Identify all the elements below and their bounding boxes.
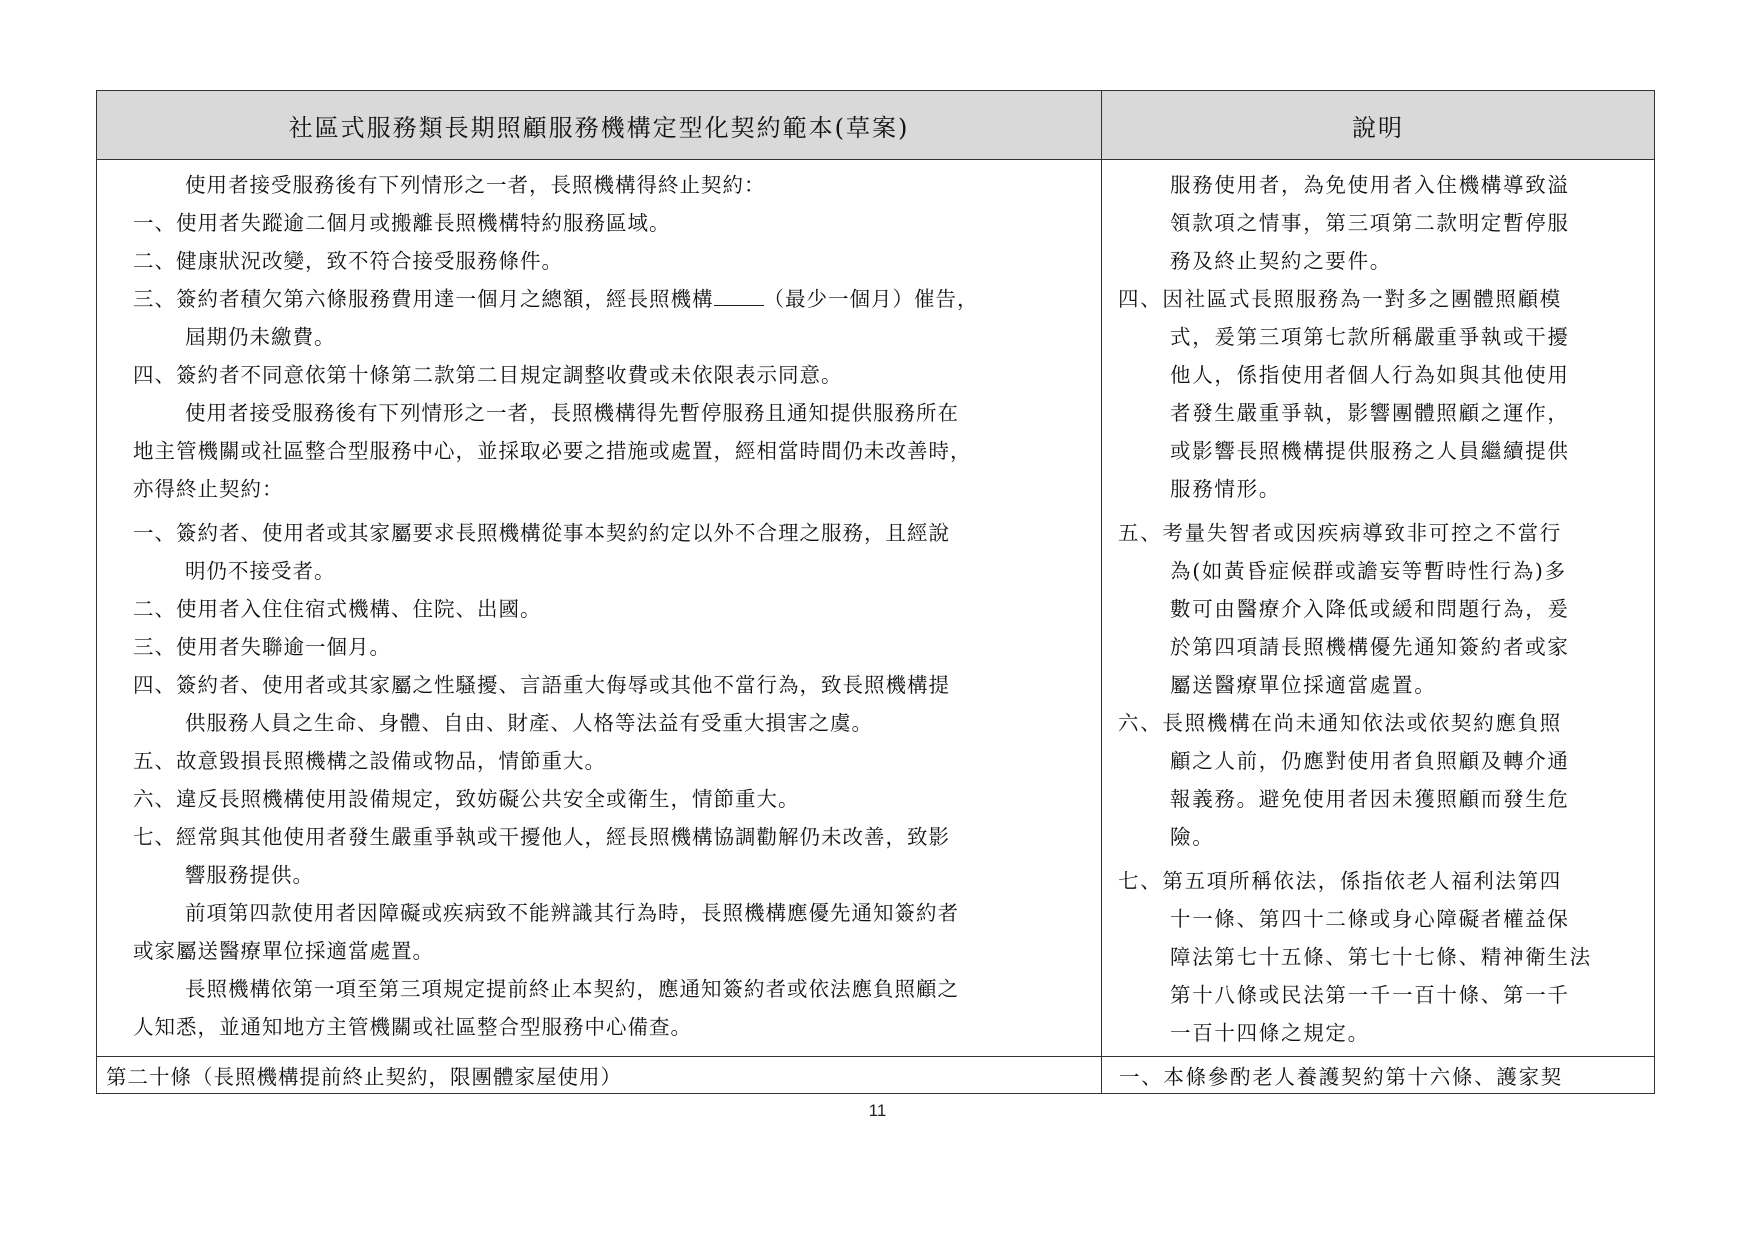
paragraph-intro: 使用者接受服務後有下列情形之一者，長照機構得終止契約： xyxy=(185,173,766,197)
explanation-line: 式，爰第三項第七款所稱嚴重爭執或干擾 xyxy=(1170,325,1570,349)
list-item: 四、簽約者、使用者或其家屬之性騷擾、言語重大侮辱或其他不當行為，致長照機構提 xyxy=(133,673,950,697)
explanation-line: 障法第七十五條、第七十七條、精神衛生法 xyxy=(1170,945,1592,969)
paragraph-line: 或家屬送醫療單位採適當處置。 xyxy=(133,939,434,963)
fill-in-blank xyxy=(714,285,764,306)
explanation-line: 領款項之情事，第三項第二款明定暫停服 xyxy=(1170,211,1570,235)
contract-text-cell xyxy=(97,160,1102,1057)
explanation-line: 他人，係指使用者個人行為如與其他使用 xyxy=(1170,363,1570,387)
explanation-text-cell xyxy=(1102,160,1655,1057)
explanation-line: 險。 xyxy=(1170,825,1215,849)
article-explanation-cell xyxy=(1102,1057,1655,1094)
article-title: 第二十條（長照機構提前終止契約，限團體家屋使用） xyxy=(106,1065,622,1089)
list-item-text: 三、簽約者積欠第六條服務費用達一個月之總額，經長照機構 xyxy=(133,287,714,311)
paragraph-line: 前項第四款使用者因障礙或疾病致不能辨識其行為時，長照機構應優先通知簽約者 xyxy=(185,901,959,925)
explanation-line: 一百十四條之規定。 xyxy=(1170,1021,1370,1045)
explanation-line: 數可由醫療介入降低或緩和問題行為，爰 xyxy=(1170,597,1570,621)
explanation-line: 者發生嚴重爭執，影響團體照顧之運作， xyxy=(1170,401,1570,425)
list-item: 七、經常與其他使用者發生嚴重爭執或干擾他人，經長照機構協調勸解仍未改善，致影 xyxy=(133,825,950,849)
paragraph-line: 亦得終止契約： xyxy=(133,477,284,501)
list-item: 一、使用者失蹤逾二個月或搬離長照機構特約服務區域。 xyxy=(133,211,671,235)
paragraph-line: 使用者接受服務後有下列情形之一者，長照機構得先暫停服務且通知提供服務所在 xyxy=(185,401,959,425)
explanation-line: 四、因社區式長照服務為一對多之團體照顧模 xyxy=(1118,287,1562,311)
list-item: 六、違反長照機構使用設備規定，致妨礙公共安全或衛生，情節重大。 xyxy=(133,787,800,811)
list-item: 四、簽約者不同意依第十條第二款第二目規定調整收費或未依限表示同意。 xyxy=(133,363,843,387)
article-explanation-start: 一、本條參酌老人養護契約第十六條、護家契 xyxy=(1119,1065,1563,1089)
explanation-line: 十一條、第四十二條或身心障礙者權益保 xyxy=(1170,907,1570,931)
list-item: 二、健康狀況改變，致不符合接受服務條件。 xyxy=(133,249,563,273)
explanation-line: 第十八條或民法第一千一百十條、第一千 xyxy=(1170,983,1570,1007)
explanation-line: 屬送醫療單位採適當處置。 xyxy=(1170,673,1437,697)
explanation-line: 務及終止契約之要件。 xyxy=(1170,249,1392,273)
list-item: 五、故意毀損長照機構之設備或物品，情節重大。 xyxy=(133,749,606,773)
explanation-line: 七、第五項所稱依法，係指依老人福利法第四 xyxy=(1118,869,1562,893)
list-item: 一、簽約者、使用者或其家屬要求長照機構從事本契約約定以外不合理之服務，且經說 xyxy=(133,521,950,545)
article-title-cell xyxy=(97,1057,1102,1094)
right-column-header: 說明 xyxy=(1102,91,1655,160)
paragraph-line: 長照機構依第一項至第三項規定提前終止本契約，應通知簽約者或依法應負照顧之 xyxy=(185,977,959,1001)
list-item: 二、使用者入住住宿式機構、住院、出國。 xyxy=(133,597,542,621)
list-item-continuation: 明仍不接受者。 xyxy=(185,559,336,583)
left-column-header: 社區式服務類長期照顧服務機構定型化契約範本(草案) xyxy=(97,91,1102,160)
list-item-continuation: 供服務人員之生命、身體、自由、財產、人格等法益有受重大損害之虞。 xyxy=(185,711,873,735)
list-item-text: （最少一個月）催告， xyxy=(763,287,979,311)
explanation-line: 於第四項請長照機構優先通知簽約者或家 xyxy=(1170,635,1570,659)
explanation-line: 服務使用者，為免使用者入住機構導致溢 xyxy=(1170,173,1570,197)
list-item: 三、使用者失聯逾一個月。 xyxy=(133,635,391,659)
explanation-line: 服務情形。 xyxy=(1170,477,1281,501)
explanation-line: 五、考量失智者或因疾病導致非可控之不當行 xyxy=(1118,521,1562,545)
explanation-line: 報義務。避免使用者因未獲照顧而發生危 xyxy=(1170,787,1570,811)
explanation-line: 或影響長照機構提供服務之人員繼續提供 xyxy=(1170,439,1570,463)
explanation-line: 顧之人前，仍應對使用者負照顧及轉介通 xyxy=(1170,749,1570,773)
list-item-continuation: 響服務提供。 xyxy=(185,863,314,887)
paragraph-line: 地主管機關或社區整合型服務中心，並採取必要之措施或處置，經相當時間仍未改善時， xyxy=(133,439,972,463)
explanation-line: 為(如黃昏症候群或譫妄等暫時性行為)多 xyxy=(1170,559,1567,583)
page-number: 11 xyxy=(868,1101,887,1120)
explanation-line: 六、長照機構在尚未通知依法或依契約應負照 xyxy=(1118,711,1562,735)
paragraph-line: 人知悉，並通知地方主管機關或社區整合型服務中心備查。 xyxy=(133,1015,692,1039)
contract-table xyxy=(96,90,1655,1094)
list-item xyxy=(133,280,1077,318)
list-item-continuation: 屆期仍未繳費。 xyxy=(185,325,336,349)
